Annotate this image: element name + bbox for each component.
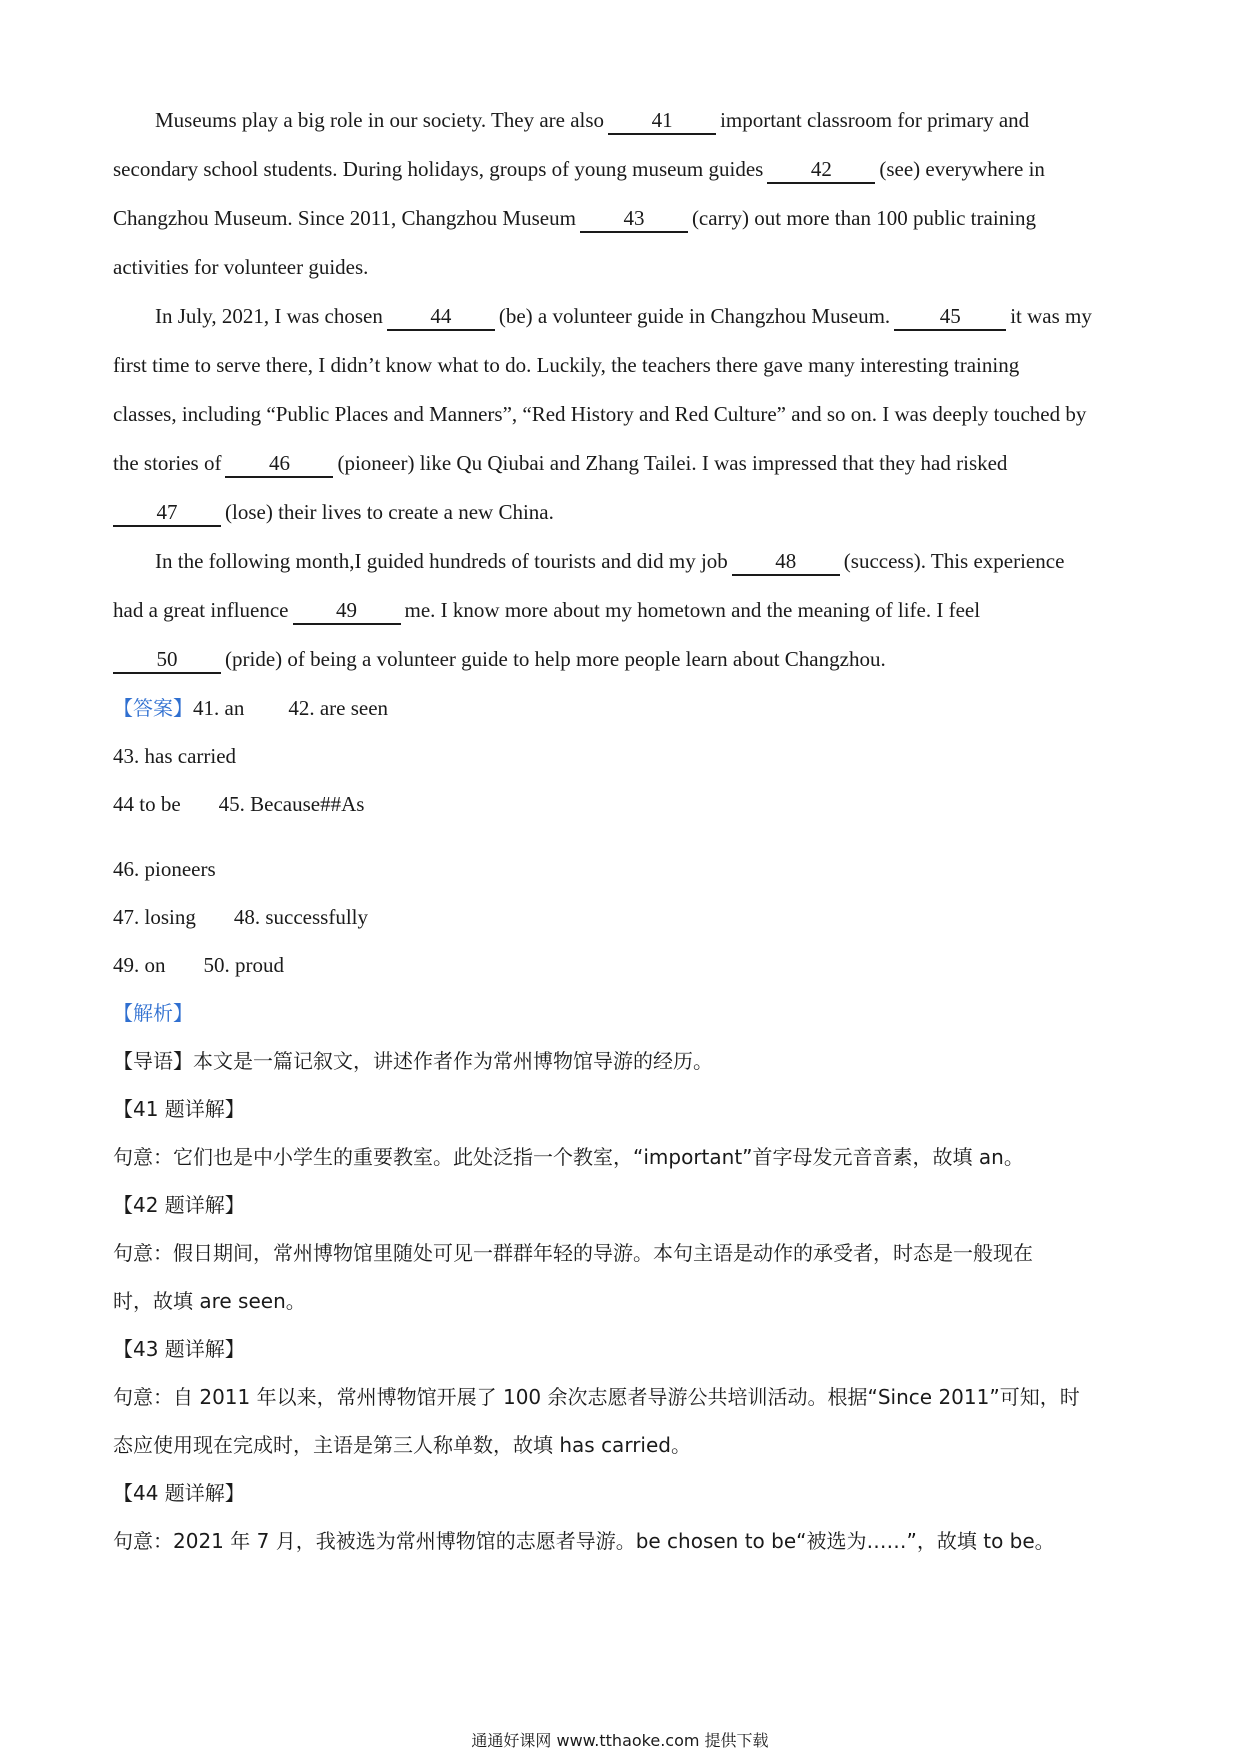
passage-line: 50 (pride) of being a volunteer guide to help more people learn about Changzhou. <box>113 635 1133 684</box>
analysis-intro: 【导语】本文是一篇记叙文，讲述作者作为常州博物馆导游的经历。 <box>113 1049 713 1073</box>
page-footer: 通通好课网 www.tthaoke.com 提供下载 <box>471 1731 769 1750</box>
question-41-title: 【41 题详解】 <box>113 1097 245 1121</box>
answer-48: 48. successfully <box>233 905 368 929</box>
passage-line: 47 (lose) their lives to create a new China. <box>113 488 1133 537</box>
passage-line: first time to serve there, I didn’t know what to do. Luckily, the teachers there gave many interesting training <box>113 353 1020 377</box>
answer-46: 46. pioneers <box>113 857 216 881</box>
answer-49: 49. on <box>113 953 166 977</box>
passage-line: Changzhou Museum. Since 2011, Changzhou Museum 43 (carry) out more than 100 public training <box>113 194 1133 243</box>
answer-45: 45. Because##As <box>218 792 365 816</box>
answer-line <box>113 684 1133 732</box>
answer-line <box>113 893 1133 941</box>
question-44-title: 【44 题详解】 <box>113 1481 245 1505</box>
passage-line: had a great influence 49 me. I know more about my hometown and the meaning of life. I feel <box>113 586 1133 635</box>
blank-45: 45 <box>894 303 1006 331</box>
blank-49: 49 <box>293 597 401 625</box>
answer-tag: 【答案】 <box>113 696 193 720</box>
question-44-text: 句意：2021 年 7 月，我被选为常州博物馆的志愿者导游。be chosen to be“被选为……”，故填 to be。 <box>113 1529 1055 1553</box>
blank-42: 42 <box>767 156 875 184</box>
passage-line: classes, including “Public Places and Manners”, “Red History and Red Culture” and so on. I was deeply touched by <box>113 402 1087 426</box>
question-43-title: 【43 题详解】 <box>113 1337 245 1361</box>
question-43-text: 句意：自 2011 年以来，常州博物馆开展了 100 余次志愿者导游公共培训活动。根据“Since 2011”可知，时 <box>113 1385 1080 1409</box>
passage-line: In July, 2021, I was chosen 44 (be) a volunteer guide in Changzhou Museum. 45 it was my <box>113 292 1133 341</box>
blank-43: 43 <box>580 205 688 233</box>
answer-line <box>113 941 1133 989</box>
question-42-title: 【42 题详解】 <box>113 1193 245 1217</box>
question-42-text: 句意：假日期间，常州博物馆里随处可见一群群年轻的导游。本句主语是动作的承受者，时态是一般现在 <box>113 1241 1033 1265</box>
answer-44: 44 to be <box>113 792 181 816</box>
blank-44: 44 <box>387 303 495 331</box>
passage-line: In the following month,I guided hundreds of tourists and did my job 48 (success). This experience <box>113 537 1133 586</box>
passage-line: the stories of 46 (pioneer) like Qu Qiubai and Zhang Tailei. I was impressed that they had risked <box>113 439 1133 488</box>
answer-line <box>113 780 1133 828</box>
analysis-heading: 【解析】 <box>113 1001 193 1025</box>
answer-line <box>113 732 1133 780</box>
answer-50: 50. proud <box>203 953 284 977</box>
answer-line <box>113 845 1133 893</box>
answer-42: 42. are seen <box>288 696 389 720</box>
blank-48: 48 <box>732 548 840 576</box>
passage-line: activities for volunteer guides. <box>113 255 369 279</box>
answer-47: 47. losing <box>113 905 196 929</box>
blank-47: 47 <box>113 499 221 527</box>
question-42-text: 时，故填 are seen。 <box>113 1289 306 1313</box>
passage-line: secondary school students. During holidays, groups of young museum guides 42 (see) everywhere in <box>113 145 1133 194</box>
passage-line: Museums play a big role in our society. They are also 41 important classroom for primary and <box>113 96 1133 145</box>
question-43-text: 态应使用现在完成时，主语是第三人称单数，故填 has carried。 <box>113 1433 691 1457</box>
blank-50: 50 <box>113 646 221 674</box>
document-page <box>113 96 1133 1565</box>
blank-46: 46 <box>225 450 333 478</box>
answer-41: 41. an <box>193 696 245 720</box>
blank-41: 41 <box>608 107 716 135</box>
answer-43: 43. has carried <box>113 744 237 768</box>
question-41-text: 句意：它们也是中小学生的重要教室。此处泛指一个教室，“important”首字母发元音音素，故填 an。 <box>113 1145 1024 1169</box>
